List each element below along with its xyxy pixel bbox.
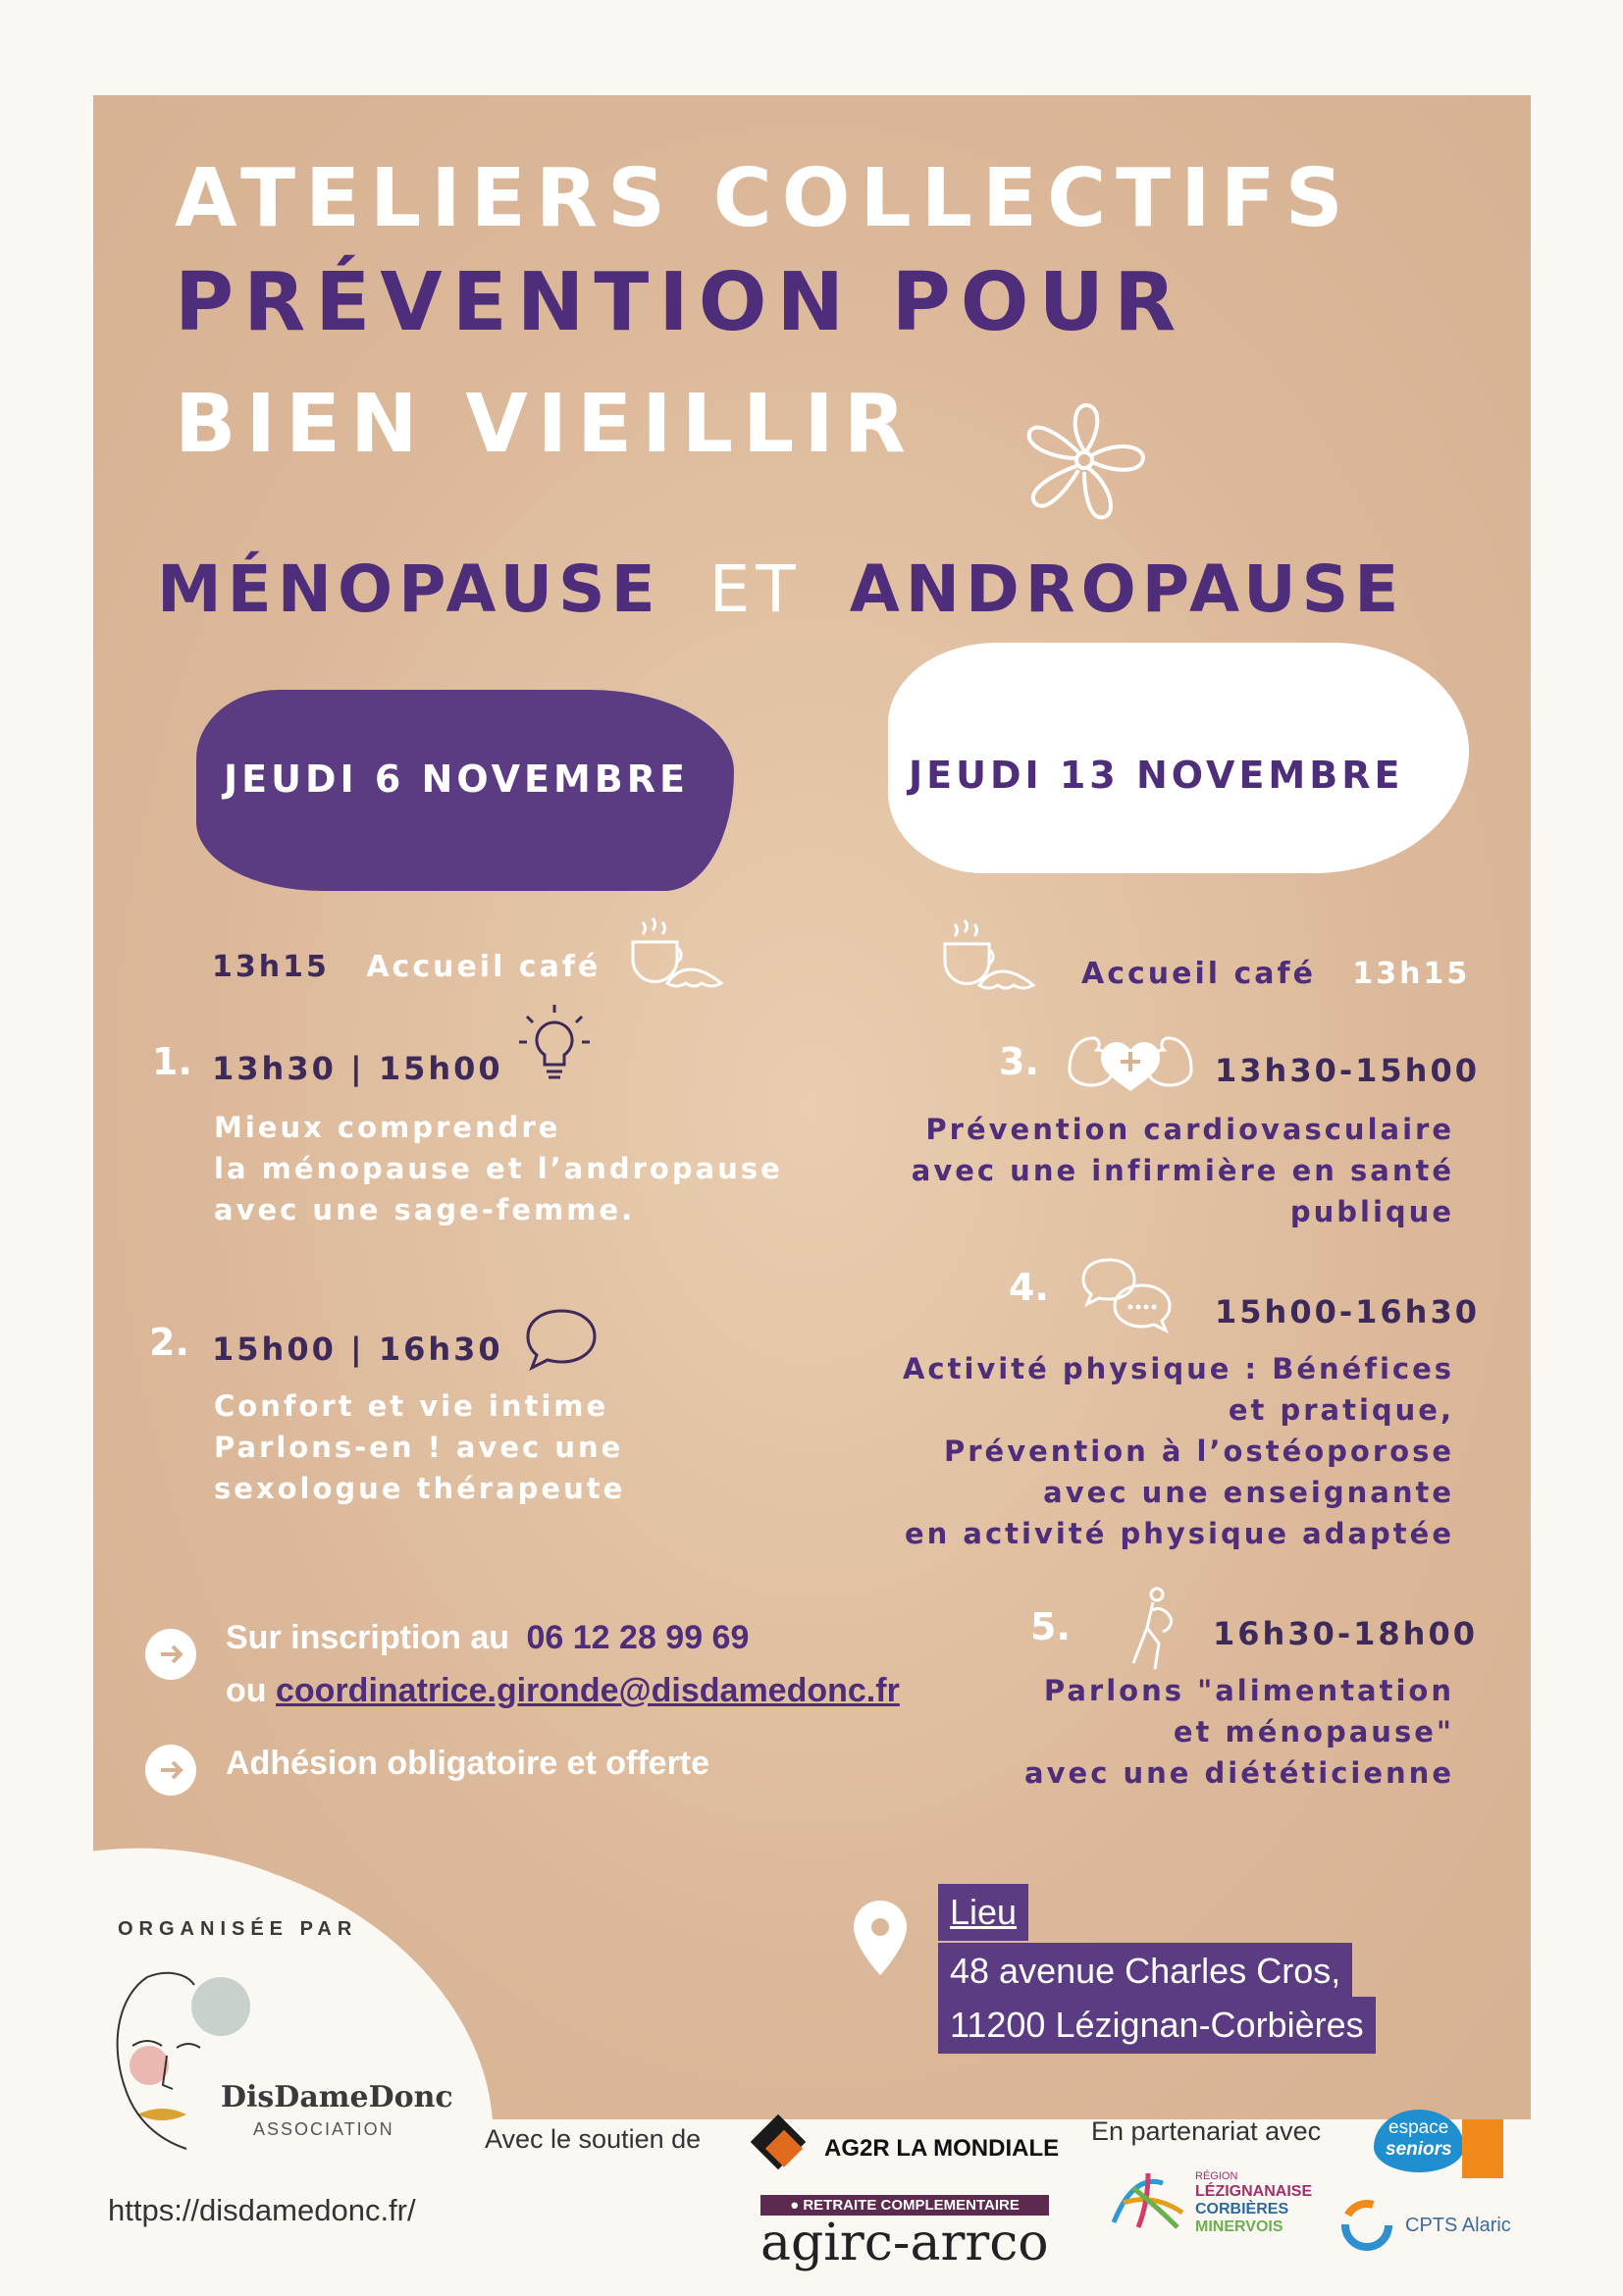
location-label: Lieu <box>938 1884 1028 1941</box>
session3-time: 13h30-15h00 <box>1215 1052 1480 1089</box>
day2-cafe-label: Accueil café <box>1081 957 1316 991</box>
agirc-banner: ● RETRAITE COMPLEMENTAIRE <box>760 2195 1049 2216</box>
registration-line2: ou coordinatrice.gironde@disdamedonc.fr <box>226 1672 900 1709</box>
cpts-label: CPTS Alaric <box>1405 2215 1511 2236</box>
partner-label: En partenariat avec <box>1091 2116 1322 2146</box>
day1-cafe-label: Accueil café <box>366 950 602 984</box>
region-label-1: RÉGION <box>1195 2170 1238 2182</box>
speech-bubble-icon <box>522 1305 601 1374</box>
espace-seniors-label-2: seniors <box>1386 2139 1452 2160</box>
association-logo-face-icon <box>108 1967 255 2154</box>
organised-by-label: ORGANISÉE PAR <box>118 1918 358 1940</box>
ag2r-logo-icon <box>746 2110 811 2174</box>
session5-description: Parlons "alimentation et ménopause" avec une diététicienne <box>1024 1674 1454 1790</box>
session2-number: 2. <box>149 1321 189 1364</box>
chat-bubbles-icon <box>1079 1256 1178 1334</box>
membership-note: Adhésion obligatoire et offerte <box>226 1745 710 1782</box>
session4-description: Activité physique : Bénéfices et pratique, Prévention à l’ostéoporose avec une enseignante en activité physique adaptée <box>902 1352 1454 1550</box>
day2-label: JEUDI 13 NOVEMBRE <box>909 754 1404 797</box>
location-line1: 48 avenue Charles Cros, <box>938 1943 1352 2000</box>
region-label-4: MINERVOIS <box>1195 2218 1283 2235</box>
title-line3: BIEN VIEILLIR <box>175 378 916 471</box>
subtitle-andropause: ANDROPAUSE <box>849 551 1405 627</box>
arrow-right-icon <box>145 1629 196 1680</box>
session2-time: 15h00 | 16h30 <box>212 1331 503 1368</box>
session1-description: Mieux comprendre la ménopause et l’andropause avec une sage-femme. <box>214 1111 783 1226</box>
title-line1: ATELIERS COLLECTIFS <box>175 152 1353 245</box>
session3-description: Prévention cardiovasculaire avec une infirmière en santé publique <box>911 1113 1454 1228</box>
agirc-arrco-label: agirc-arrco <box>760 2214 1049 2272</box>
session3-number: 3. <box>999 1040 1039 1083</box>
website-link[interactable]: https://disdamedonc.fr/ <box>108 2193 416 2227</box>
region-label-3: CORBIÈRES <box>1195 2201 1289 2218</box>
day2-cafe-time: 13h15 <box>1352 957 1471 991</box>
heart-muscle-icon <box>1062 1030 1199 1099</box>
association-name: DisDameDonc <box>221 2080 453 2114</box>
location-line2: 11200 Lézignan-Corbières <box>938 1997 1376 2054</box>
region-lezignanaise-logo-icon <box>1104 2164 1197 2232</box>
phone-number: 06 12 28 99 69 <box>526 1619 750 1656</box>
lightbulb-icon <box>515 1001 594 1089</box>
cpts-logo-icon <box>1339 2198 1394 2253</box>
day1-label: JEUDI 6 NOVEMBRE <box>224 757 689 801</box>
support-label: Avec le soutien de <box>485 2124 702 2154</box>
session2-description: Confort et vie intime Parlons-en ! avec une sexologue thérapeute <box>214 1389 626 1505</box>
subtitle-et: ET <box>708 551 802 627</box>
email-link[interactable]: coordinatrice.gironde@disdamedonc.fr <box>276 1672 900 1709</box>
session4-number: 4. <box>1009 1266 1049 1309</box>
coffee-croissant-icon <box>628 913 726 991</box>
ag2r-label: AG2R LA MONDIALE <box>824 2135 1060 2162</box>
session5-time: 16h30-18h00 <box>1213 1615 1478 1652</box>
flower-icon <box>1016 397 1153 530</box>
arrow-right-icon <box>145 1745 196 1796</box>
session5-number: 5. <box>1030 1605 1071 1648</box>
coffee-croissant-icon <box>940 914 1038 993</box>
session1-time: 13h30 | 15h00 <box>212 1050 503 1087</box>
association-type: ASSOCIATION <box>253 2119 394 2139</box>
registration-line1: Sur inscription au 06 12 28 99 69 <box>226 1619 750 1656</box>
footer-white-shape <box>0 1845 510 2296</box>
session1-number: 1. <box>152 1040 192 1083</box>
aude-logo-icon <box>1462 2119 1503 2178</box>
session4-time: 15h00-16h30 <box>1215 1293 1480 1331</box>
region-label-2: LÉZIGNANAISE <box>1195 2183 1313 2200</box>
person-exercise-icon <box>1124 1585 1182 1673</box>
location-pin-icon <box>852 1899 909 1977</box>
title-line2: PRÉVENTION POUR <box>175 256 1186 349</box>
espace-seniors-label: espace <box>1388 2117 1449 2138</box>
subtitle-menopause: MÉNOPAUSE <box>157 551 661 627</box>
day1-cafe-time: 13h15 <box>212 950 330 984</box>
